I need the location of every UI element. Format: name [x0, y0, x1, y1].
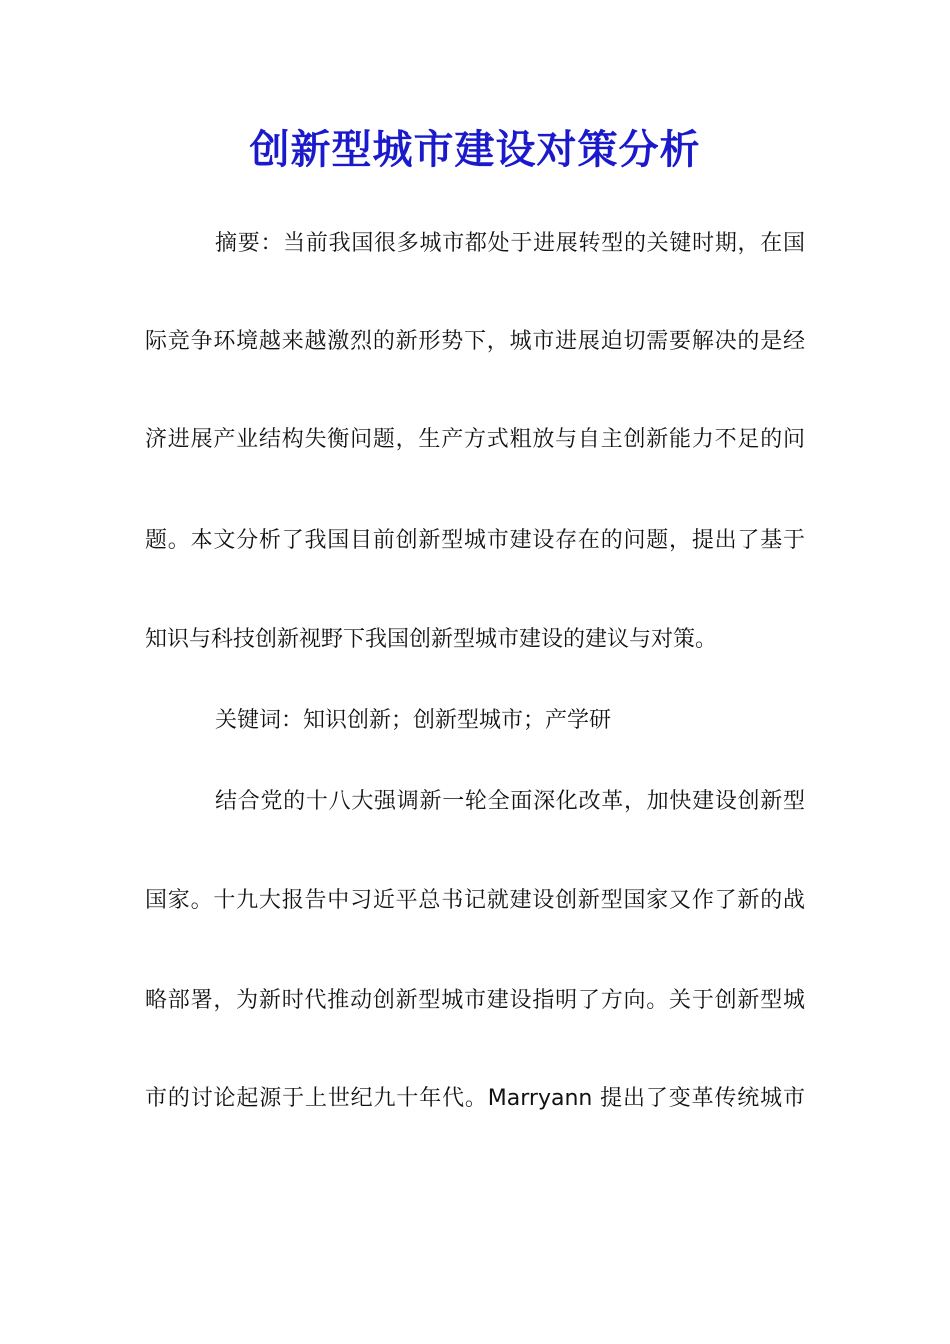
body-line-3: 略部署，为新时代推动创新型城市建设指明了方向。关于创新型城: [145, 988, 805, 1013]
abstract-line-4: 题。本文分析了我国目前创新型城市建设存在的问题，提出了基于: [145, 528, 805, 553]
abstract-line-3: 济进展产业结构失衡问题，生产方式粗放与自主创新能力不足的问: [145, 427, 805, 452]
document-title: 创新型城市建设对策分析: [249, 126, 701, 173]
keywords-line: 关键词：知识创新；创新型城市；产学研: [215, 708, 612, 733]
abstract-line-5: 知识与科技创新视野下我国创新型城市建设的建议与对策。: [145, 627, 718, 652]
abstract-line-1: 摘要：当前我国很多城市都处于进展转型的关键时期，在国: [215, 231, 805, 256]
abstract-line-2: 际竞争环境越来越激烈的新形势下，城市进展迫切需要解决的是经: [145, 329, 805, 354]
body-line-2: 国家。十九大报告中习近平总书记就建设创新型国家又作了新的战: [145, 888, 805, 913]
body-line-4: 市的讨论起源于上世纪九十年代。Marryann 提出了变革传统城市: [145, 1086, 805, 1111]
body-line-1: 结合党的十八大强调新一轮全面深化改革，加快建设创新型: [215, 789, 805, 814]
